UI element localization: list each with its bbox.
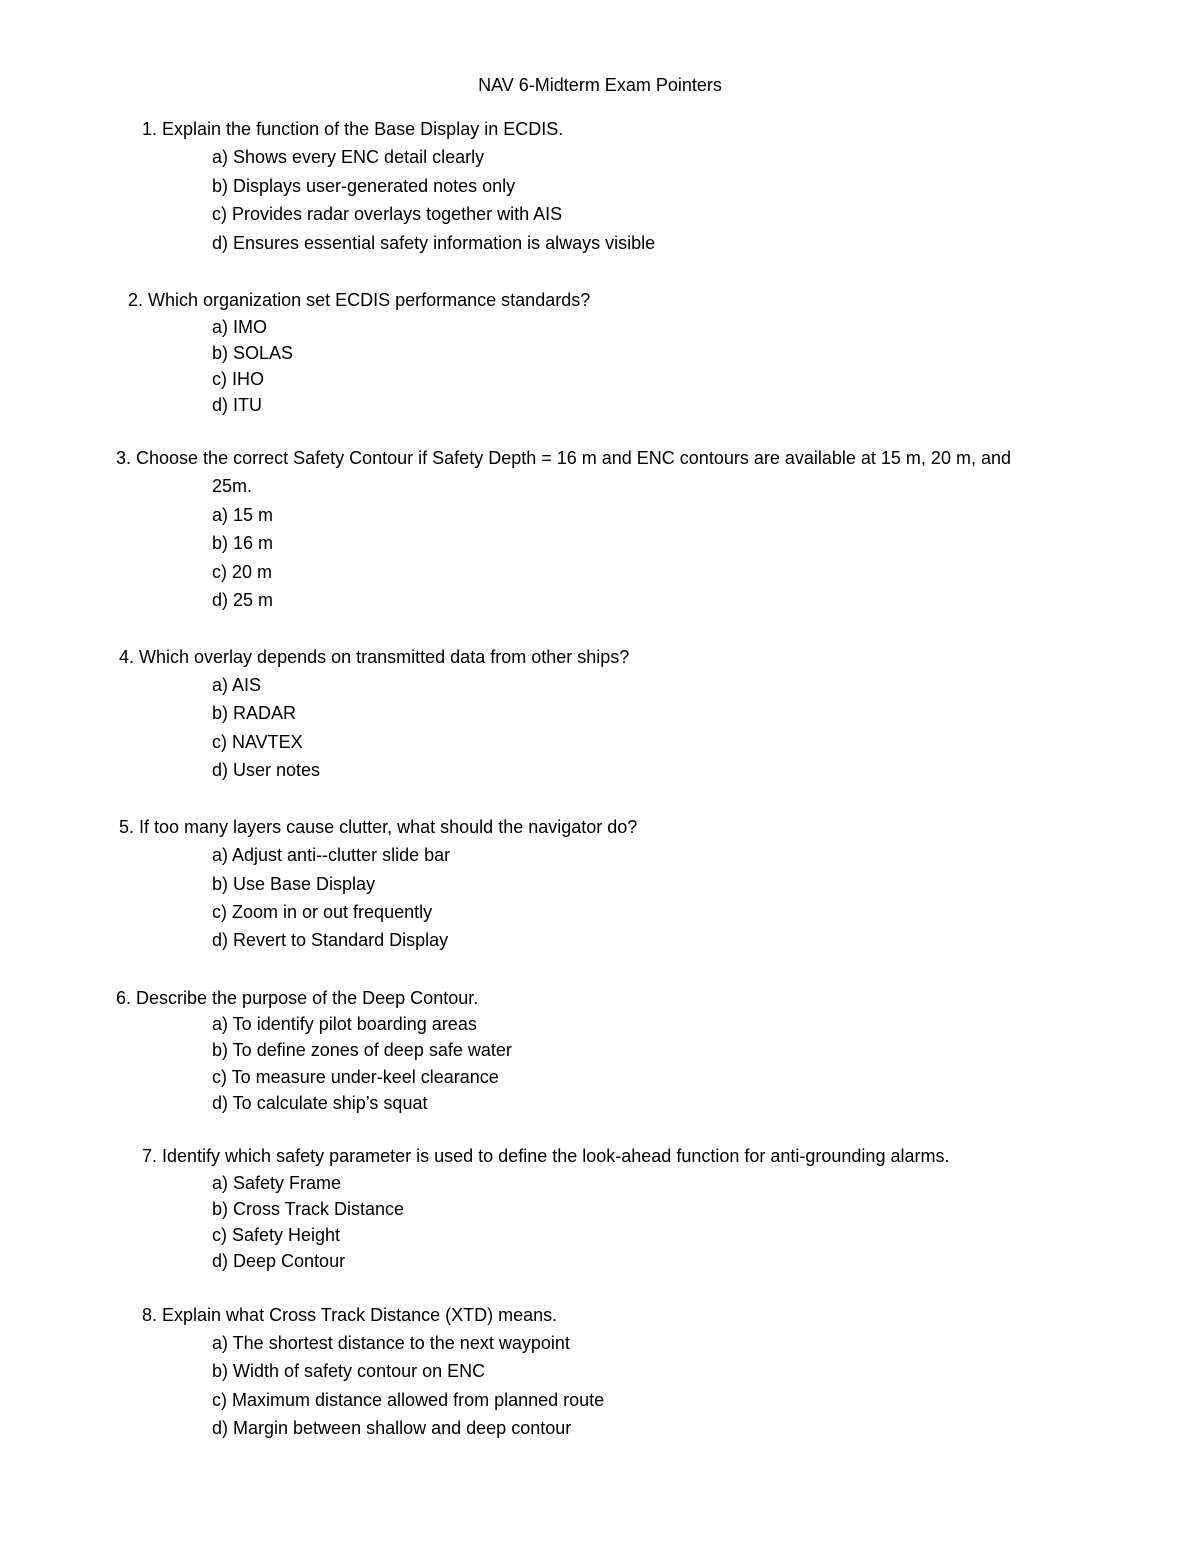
question-1-option-c: c) Provides radar overlays together with AIS bbox=[212, 204, 563, 224]
question-3-continuation: 25m. bbox=[212, 476, 253, 496]
question-1-option-d: d) Ensures essential safety information is always visible bbox=[212, 233, 656, 253]
question-4-option-c: c) NAVTEX bbox=[212, 732, 303, 752]
question-2-option-a: a) IMO bbox=[212, 317, 268, 337]
question-5-option-b: b) Use Base Display bbox=[212, 874, 376, 894]
question-2-option-d: d) ITU bbox=[212, 395, 263, 415]
question-8-option-b: b) Width of safety contour on ENC bbox=[212, 1361, 486, 1381]
question-8: 8. Explain what Cross Track Distance (XTD) means. bbox=[142, 1305, 558, 1325]
question-7: 7. Identify which safety parameter is used to define the look-ahead function for anti-grounding alarms. bbox=[142, 1146, 950, 1166]
question-1-option-b: b) Displays user-generated notes only bbox=[212, 176, 516, 196]
question-3-option-b: b) 16 m bbox=[212, 533, 274, 553]
question-4-option-d: d) User notes bbox=[212, 760, 321, 780]
question-2-option-c: c) IHO bbox=[212, 369, 264, 389]
question-6-option-a: a) To identify pilot boarding areas bbox=[212, 1014, 477, 1034]
question-6-option-c: c) To measure under-keel clearance bbox=[212, 1067, 499, 1087]
question-7-option-d: d) Deep Contour bbox=[212, 1251, 346, 1271]
question-3: 3. Choose the correct Safety Contour if Safety Depth = 16 m and ENC contours are available at 15 m, 20 m, and bbox=[116, 448, 1011, 468]
question-2: 2. Which organization set ECDIS performance standards? bbox=[128, 290, 591, 310]
question-4-option-a: a) AIS bbox=[212, 675, 262, 695]
question-5-option-a: a) Adjust anti--clutter slide bar bbox=[212, 845, 451, 865]
question-8-option-a: a) The shortest distance to the next waypoint bbox=[212, 1333, 570, 1353]
question-1: 1. Explain the function of the Base Display in ECDIS. bbox=[142, 119, 564, 139]
question-7-option-b: b) Cross Track Distance bbox=[212, 1199, 405, 1219]
question-3-option-a: a) 15 m bbox=[212, 505, 274, 525]
question-2-option-b: b) SOLAS bbox=[212, 343, 294, 363]
question-7-option-a: a) Safety Frame bbox=[212, 1173, 342, 1193]
question-7-option-c: c) Safety Height bbox=[212, 1225, 341, 1245]
question-8-option-c: c) Maximum distance allowed from planned route bbox=[212, 1390, 605, 1410]
question-6-option-b: b) To define zones of deep safe water bbox=[212, 1040, 512, 1060]
question-3-option-d: d) 25 m bbox=[212, 590, 274, 610]
question-4-option-b: b) RADAR bbox=[212, 703, 297, 723]
question-6-option-d: d) To calculate ship’s squat bbox=[212, 1093, 428, 1113]
question-5-option-c: c) Zoom in or out frequently bbox=[212, 902, 433, 922]
question-4: 4. Which overlay depends on transmitted data from other ships? bbox=[119, 647, 630, 667]
question-5-option-d: d) Revert to Standard Display bbox=[212, 930, 449, 950]
document-title: NAV 6-Midterm Exam Pointers bbox=[478, 75, 722, 95]
question-3-option-c: c) 20 m bbox=[212, 562, 273, 582]
question-8-option-d: d) Margin between shallow and deep contour bbox=[212, 1418, 572, 1438]
question-6: 6. Describe the purpose of the Deep Contour. bbox=[116, 988, 479, 1008]
question-1-option-a: a) Shows every ENC detail clearly bbox=[212, 147, 485, 167]
question-5: 5. If too many layers cause clutter, what should the navigator do? bbox=[119, 817, 638, 837]
